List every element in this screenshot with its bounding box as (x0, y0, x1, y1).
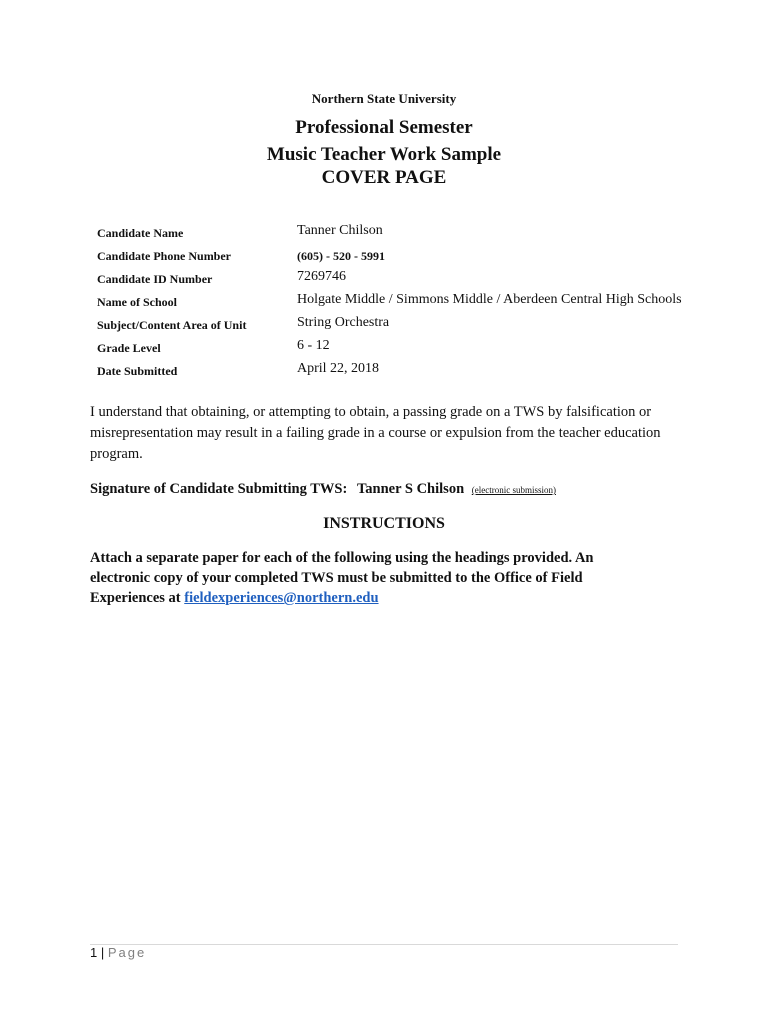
instructions-heading: INSTRUCTIONS (323, 515, 445, 532)
footer-separator: | (100, 945, 105, 960)
instructions-body (90, 548, 650, 608)
info-row-id (97, 269, 717, 292)
info-row-date (97, 361, 717, 384)
info-value: Holgate Middle / Simmons Middle / Aberdeen Central High Schools (297, 292, 682, 307)
info-value: String Orchestra (297, 315, 390, 330)
candidate-info-table (97, 223, 717, 384)
info-label: Candidate Phone Number (97, 249, 232, 263)
info-value: (605) - 520 - 5991 (297, 249, 385, 263)
signature-name: Tanner S Chilson (356, 481, 465, 497)
info-value: 6 - 12 (297, 338, 330, 353)
info-label: Candidate ID Number (97, 272, 213, 286)
info-value: 7269746 (297, 269, 346, 284)
info-label: Subject/Content Area of Unit (97, 318, 247, 332)
footer-divider (90, 944, 678, 945)
signature-note: (electronic submission) (471, 485, 556, 495)
info-row-subject (97, 315, 717, 338)
info-label: Name of School (97, 295, 177, 309)
instructions-text: Attach a separate paper for each of the following using the headings provided. An electronic copy of your completed TWS must be submitted to the Office of Field Experiences at (90, 550, 594, 606)
info-row-school (97, 292, 717, 315)
info-row-candidate-name (97, 223, 717, 246)
page-footer (90, 945, 146, 960)
info-row-phone (97, 246, 717, 269)
cover-page-title: COVER PAGE (321, 167, 447, 188)
info-row-grade (97, 338, 717, 361)
signature-label: Signature of Candidate Submitting TWS: (90, 481, 348, 497)
info-label: Candidate Name (97, 226, 184, 240)
page-number: 1 (90, 945, 98, 960)
integrity-statement: I understand that obtaining, or attempting to obtain, a passing grade on a TWS by falsification or misrepresentation may result in a failing grade in a course or expulsion from the teacher education program. (90, 404, 661, 462)
work-sample-title: Music Teacher Work Sample (266, 144, 502, 165)
email-link[interactable]: fieldexperiences@northern.edu (184, 590, 379, 606)
info-label: Grade Level (97, 341, 161, 355)
info-value: April 22, 2018 (297, 361, 380, 376)
page-label: Page (107, 945, 147, 960)
info-label: Date Submitted (97, 364, 178, 378)
signature-line (90, 481, 710, 498)
semester-title: Professional Semester (295, 117, 473, 138)
university-name: Northern State University (311, 91, 457, 106)
info-value: Tanner Chilson (297, 223, 383, 238)
